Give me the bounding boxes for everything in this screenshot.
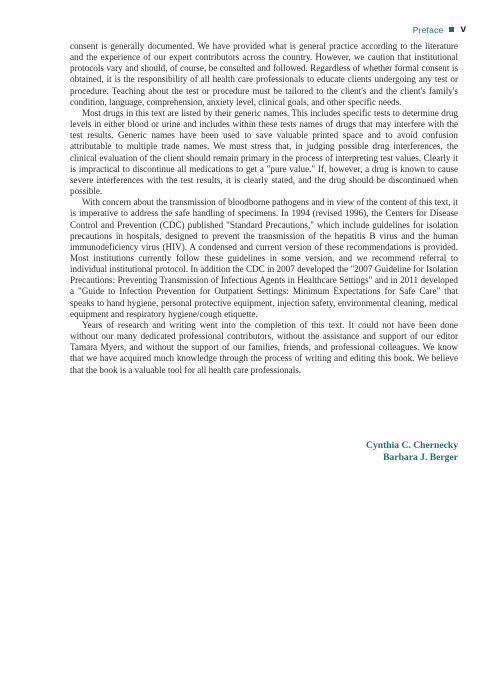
page-number: v [460,24,466,35]
running-head [413,24,466,35]
running-head-label: Preface [412,24,444,35]
author-signatures [366,440,458,464]
paragraph-consent: consent is generally documented. We have provided what is general practice according to the literature and the experience of our expert contributors across the country. However, we caution that institutional protocols vary and should, of course, be consulted and followed. Regardless of whether formal consent is obtained, it is the responsibility of all health care professionals to educate clients undergoing any test or procedure. Teaching about the test or procedure must be tailored to the client's and the client's family's condition, language, comprehension, anxiety level, clinical goals, and other specific needs. [70,41,458,107]
paragraph-precautions: With concern about the transmission of bloodborne pathogens and in view of the content of this text, it is imperative to address the safe handling of specimens. In 1994 (revised 1996), the Centers for Disease Control and Prevention (CDC) published "Standard Precautions," which include guidelines for isolation precautions in hospitals, designed to prevent the transmission of the hepatitis B virus and the human immunodeficiency virus (HIV). A condensed and current version of these recommendations is provided. Most institutions currently follow these guidelines in some version, and we recommend referral to individual institutional protocol. In addition the CDC in 2007 developed the "2007 Guideline for Isolation Precautions: Preventing Transmission of Infectious Agents in Healthcare Settings" and in 2011 developed a "Guide to Infection Prevention for Outpatient Settings: Minimum Expectations for Safe Care" that speaks to hand hygiene, personal protective equipment, injection safety, environmental cleaning, medical equipment and respiratory hygiene/cough etiquette. [70,197,458,319]
author-name: Barbara J. Berger [383,452,458,463]
paragraph-acknowledgements: Years of research and writing went into the completion of this text. It could not have been done without our many dedicated professional contributors, without the assistance and support of our editor Tamara Myers, and without the support of our families, friends, and professional colleagues. We know that we have acquired much knowledge through the process of writing and editing this book. We believe that the book is a valuable tool for all health care professionals. [70,319,458,375]
body-text [70,41,458,376]
square-bullet-icon [449,27,454,32]
author-name: Cynthia C. Chernecky [366,440,458,451]
paragraph-drugs: Most drugs in this text are listed by their generic names. This includes specific tests to determine drug levels in either blood or urine and includes within these tests names of drugs that may interfere with the test results. Generic names have been used to save valuable printed space and to avoid confusion attributable to multiple trade names. We must stress that, in judging possible drug interferences, the clinical evaluation of the client should remain primary in the process of interpreting test values. Clearly it is impractical to discontinue all medications to get a "pure value." If, however, a drug is known to cause severe interferences with the test results, it is clearly stated, and the drug should be discontinued when possible. [70,107,458,197]
